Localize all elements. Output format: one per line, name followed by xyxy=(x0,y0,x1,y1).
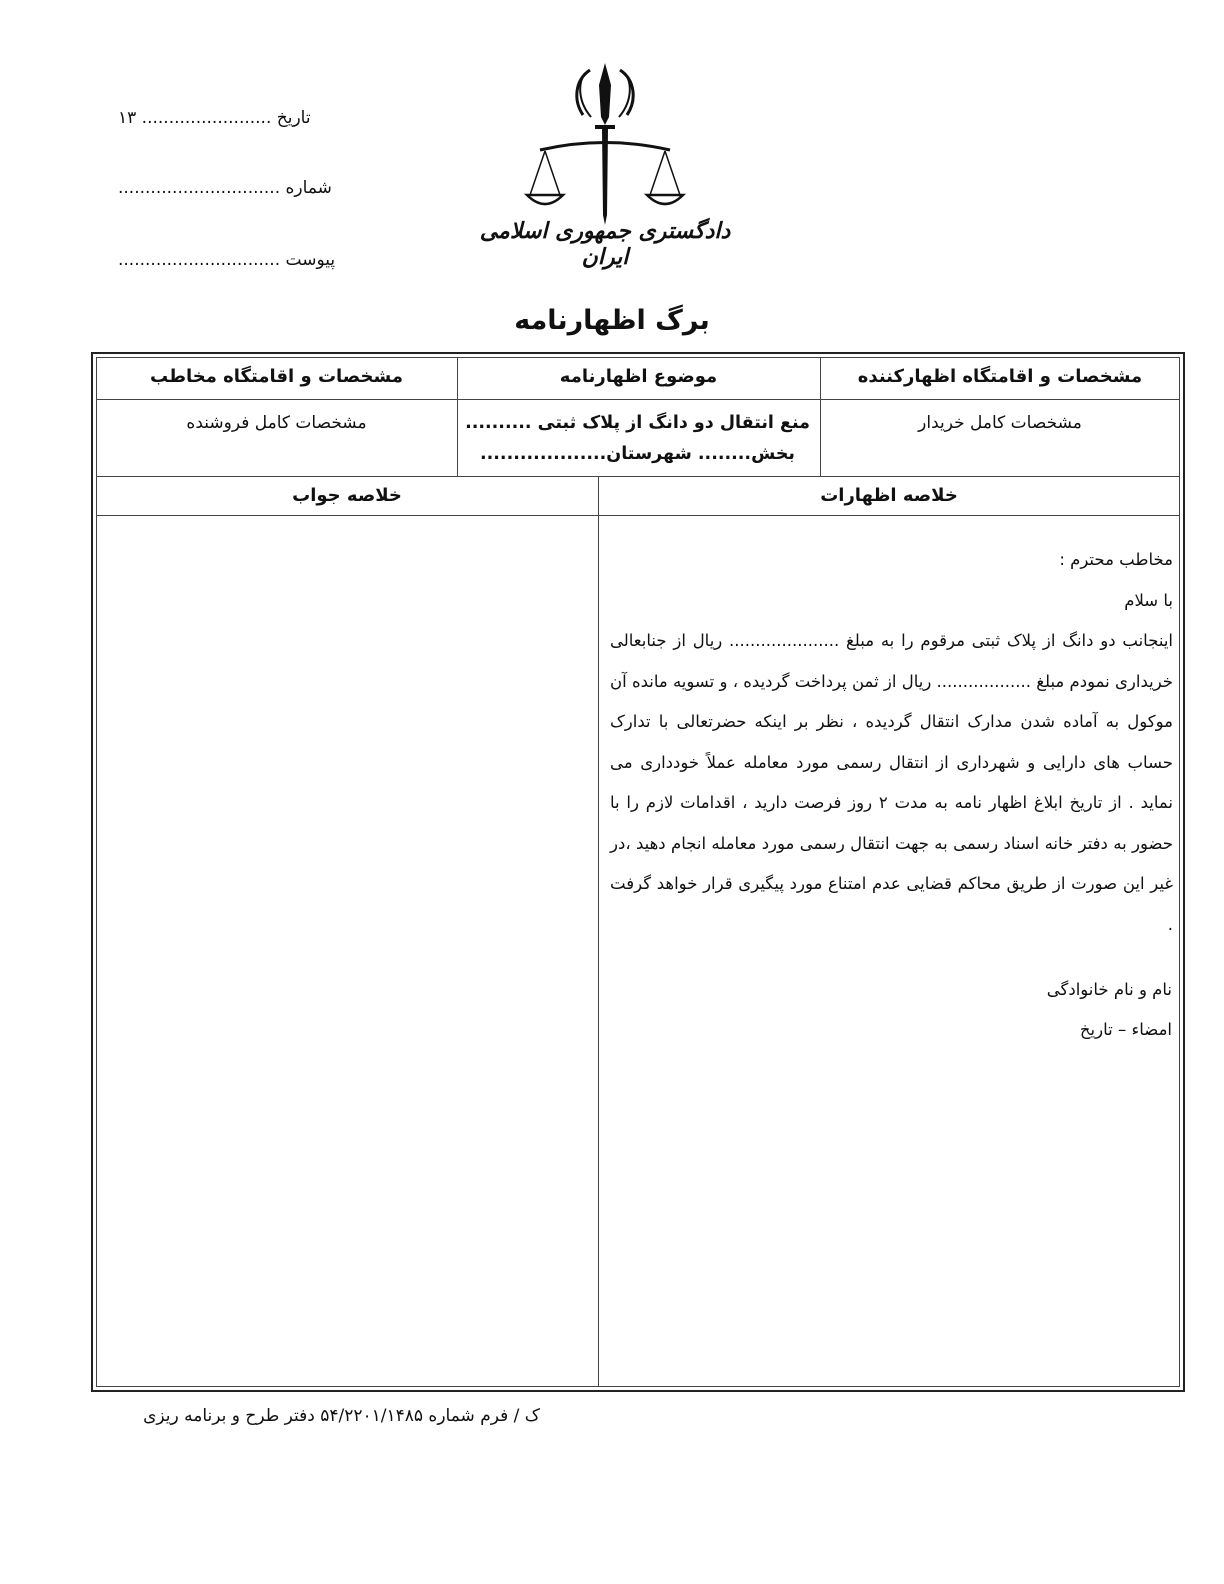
subject-line-2: بخش........ شهرستان................... xyxy=(479,444,796,464)
greeting: با سلام xyxy=(1124,590,1173,610)
section-header-response: خلاصه جواب xyxy=(292,485,402,506)
subject-line-1: منع انتقال دو دانگ از پلاک ثبتی .......... xyxy=(465,413,810,433)
emblem-caption: دادگستری جمهوری اسلامی ایران xyxy=(479,218,731,270)
signature-line: امضاء – تاریخ xyxy=(1079,1020,1172,1039)
column-header-addressee: مشخصات و اقامتگاه مخاطب xyxy=(150,366,403,387)
divider-header-row xyxy=(96,399,1180,400)
form-footer-code: ک / فرم شماره ۵۴/۲۲۰۱/۱۴۸۵ دفتر طرح و برنامه ریزی xyxy=(143,1406,540,1426)
addressee-value: مشخصات کامل فروشنده xyxy=(186,413,367,433)
column-header-declarant: مشخصات و اقامتگاه اظهارکننده xyxy=(857,366,1143,387)
date-field: تاریخ ........................ ۱۳ xyxy=(118,108,311,128)
column-header-subject: موضوع اظهارنامه xyxy=(559,366,718,387)
divider-info-row xyxy=(96,476,1180,477)
statement-body: اینجانب دو دانگ از پلاک ثبتی مرقوم را به مبلغ ..................... ریال از جنابعالی خریداری نمودم مبلغ .................. ریال از ثمن پرداخت گردیده ، و تسویه مانده آن موکول به آماده شدن مدارک انتقال گردیده ، نظر بر اینکه حضرتعالی با تدارک حساب های دارایی و شهرداری از انتقال رسمی مورد معامله عملاً خودداری می نماید . از تاریخ ابلاغ اظهار نامه به مدت ۲ روز فرصت دارید ، اقدامات لازم را با حضور به دفتر خانه اسناد رسمی به جهت انتقال رسمی مورد معامله انجام دهید ،در غیر این صورت از طریق محاکم قضایی عدم امتناع مورد پیگیری قرار خواهد گرفت . xyxy=(610,631,1173,934)
subject-value xyxy=(465,408,810,470)
salutation: مخاطب محترم : xyxy=(1059,550,1173,569)
number-field: شماره .............................. xyxy=(118,178,332,198)
name-line: نام و نام خانوادگی xyxy=(1046,980,1172,999)
declarant-value: مشخصات کامل خریدار xyxy=(918,413,1082,433)
signature-block xyxy=(612,970,1172,1050)
section-header-statements: خلاصه اظهارات xyxy=(820,485,958,506)
attachment-field: پیوست .............................. xyxy=(118,250,336,270)
divider-sections xyxy=(598,476,599,1387)
response-area xyxy=(97,516,597,1386)
statement-text xyxy=(610,540,1173,945)
form-title: برگ اظهارنامه xyxy=(514,305,710,336)
